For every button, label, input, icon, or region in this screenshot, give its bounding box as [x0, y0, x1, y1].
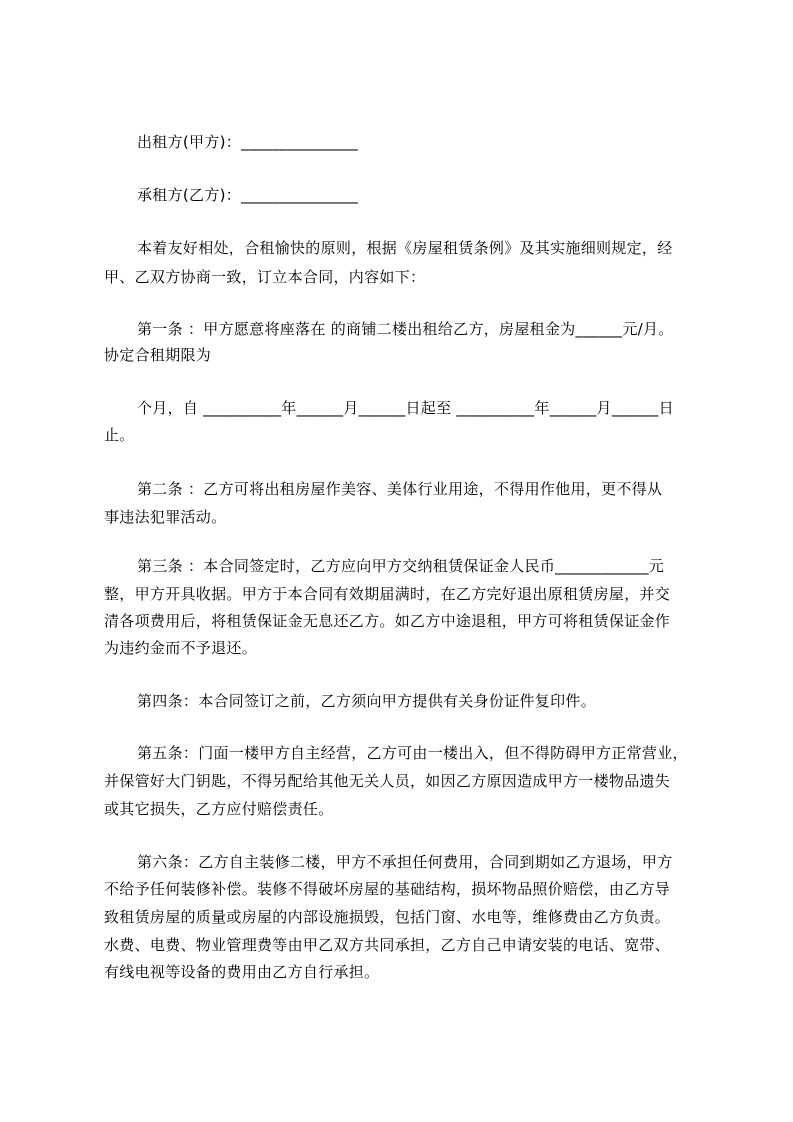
article-6-line-4: 水费、电费、物业管理费等由甲乙双方共同承担，乙方自己申请安装的电话、宽带、 — [104, 936, 671, 954]
lessee-line: 承租方(乙方)：_______________ — [137, 186, 359, 204]
article-3-line-4: 为违约金而不予退还。 — [104, 639, 258, 657]
article-6-line-2: 不给予任何装修补偿。装修不得破坏房屋的基础结构，损坏物品照价赔偿，由乙方导 — [104, 880, 671, 898]
article-2-line-2: 事违法犯罪活动。 — [104, 508, 227, 526]
article-1-term-line-1: 个月，自 __________年______月______日起至 __________年______月______日 — [137, 399, 674, 417]
article-6-line-5: 有线电视等设备的费用由乙方自行承担。 — [104, 963, 380, 981]
article-5-line-1: 第五条：门面一楼甲方自主经营，乙方可由一楼出入，但不得防碍甲方正常营业， — [137, 744, 688, 762]
article-1-line-2: 协定合租期限为 — [104, 346, 212, 364]
article-3-line-1: 第三条 ：本合同签定时，乙方应向甲方交纳租赁保证金人民币____________元 — [137, 557, 665, 575]
lessor-line: 出租方(甲方)：_______________ — [137, 133, 359, 151]
preamble-line-2: 甲、乙双方协商一致，订立本合同，内容如下： — [104, 268, 426, 286]
article-2-line-1: 第二条 ：乙方可将出租房屋作美容、美体行业用途，不得用作他用，更不得从 — [137, 480, 663, 498]
article-1-line-1: 第一条 ：甲方愿意将座落在 的商铺二楼出租给乙方，房屋租金为______元/月。 — [137, 320, 674, 338]
article-3-line-2: 整，甲方开具收据。甲方于本合同有效期届满时，在乙方完好退出原租赁房屋，并交 — [104, 585, 671, 603]
article-6-line-3: 致租赁房屋的质量或房屋的内部设施损毁，包括门窗、水电等，维修费由乙方负责。 — [104, 908, 671, 926]
article-5-line-3: 或其它损失，乙方应付赔偿责任。 — [104, 800, 334, 818]
preamble-line-1: 本着友好相处，合租愉快的原则，根据《房屋租赁条例》及其实施细则规定，经 — [137, 239, 673, 257]
article-6-line-1: 第六条：乙方自主装修二楼，甲方不承担任何费用，合同到期如乙方退场，甲方 — [137, 853, 673, 871]
article-3-line-3: 清各项费用后，将租赁保证金无息还乙方。如乙方中途退租，甲方可将租赁保证金作 — [104, 612, 671, 630]
article-4-line: 第四条：本合同签订之前，乙方须向甲方提供有关身份证件复印件。 — [137, 692, 597, 710]
article-1-term-line-2: 止。 — [104, 426, 135, 444]
article-5-line-2: 并保管好大门钥匙，不得另配给其他无关人员，如因乙方原因造成甲方一楼物品遗失 — [104, 772, 671, 790]
